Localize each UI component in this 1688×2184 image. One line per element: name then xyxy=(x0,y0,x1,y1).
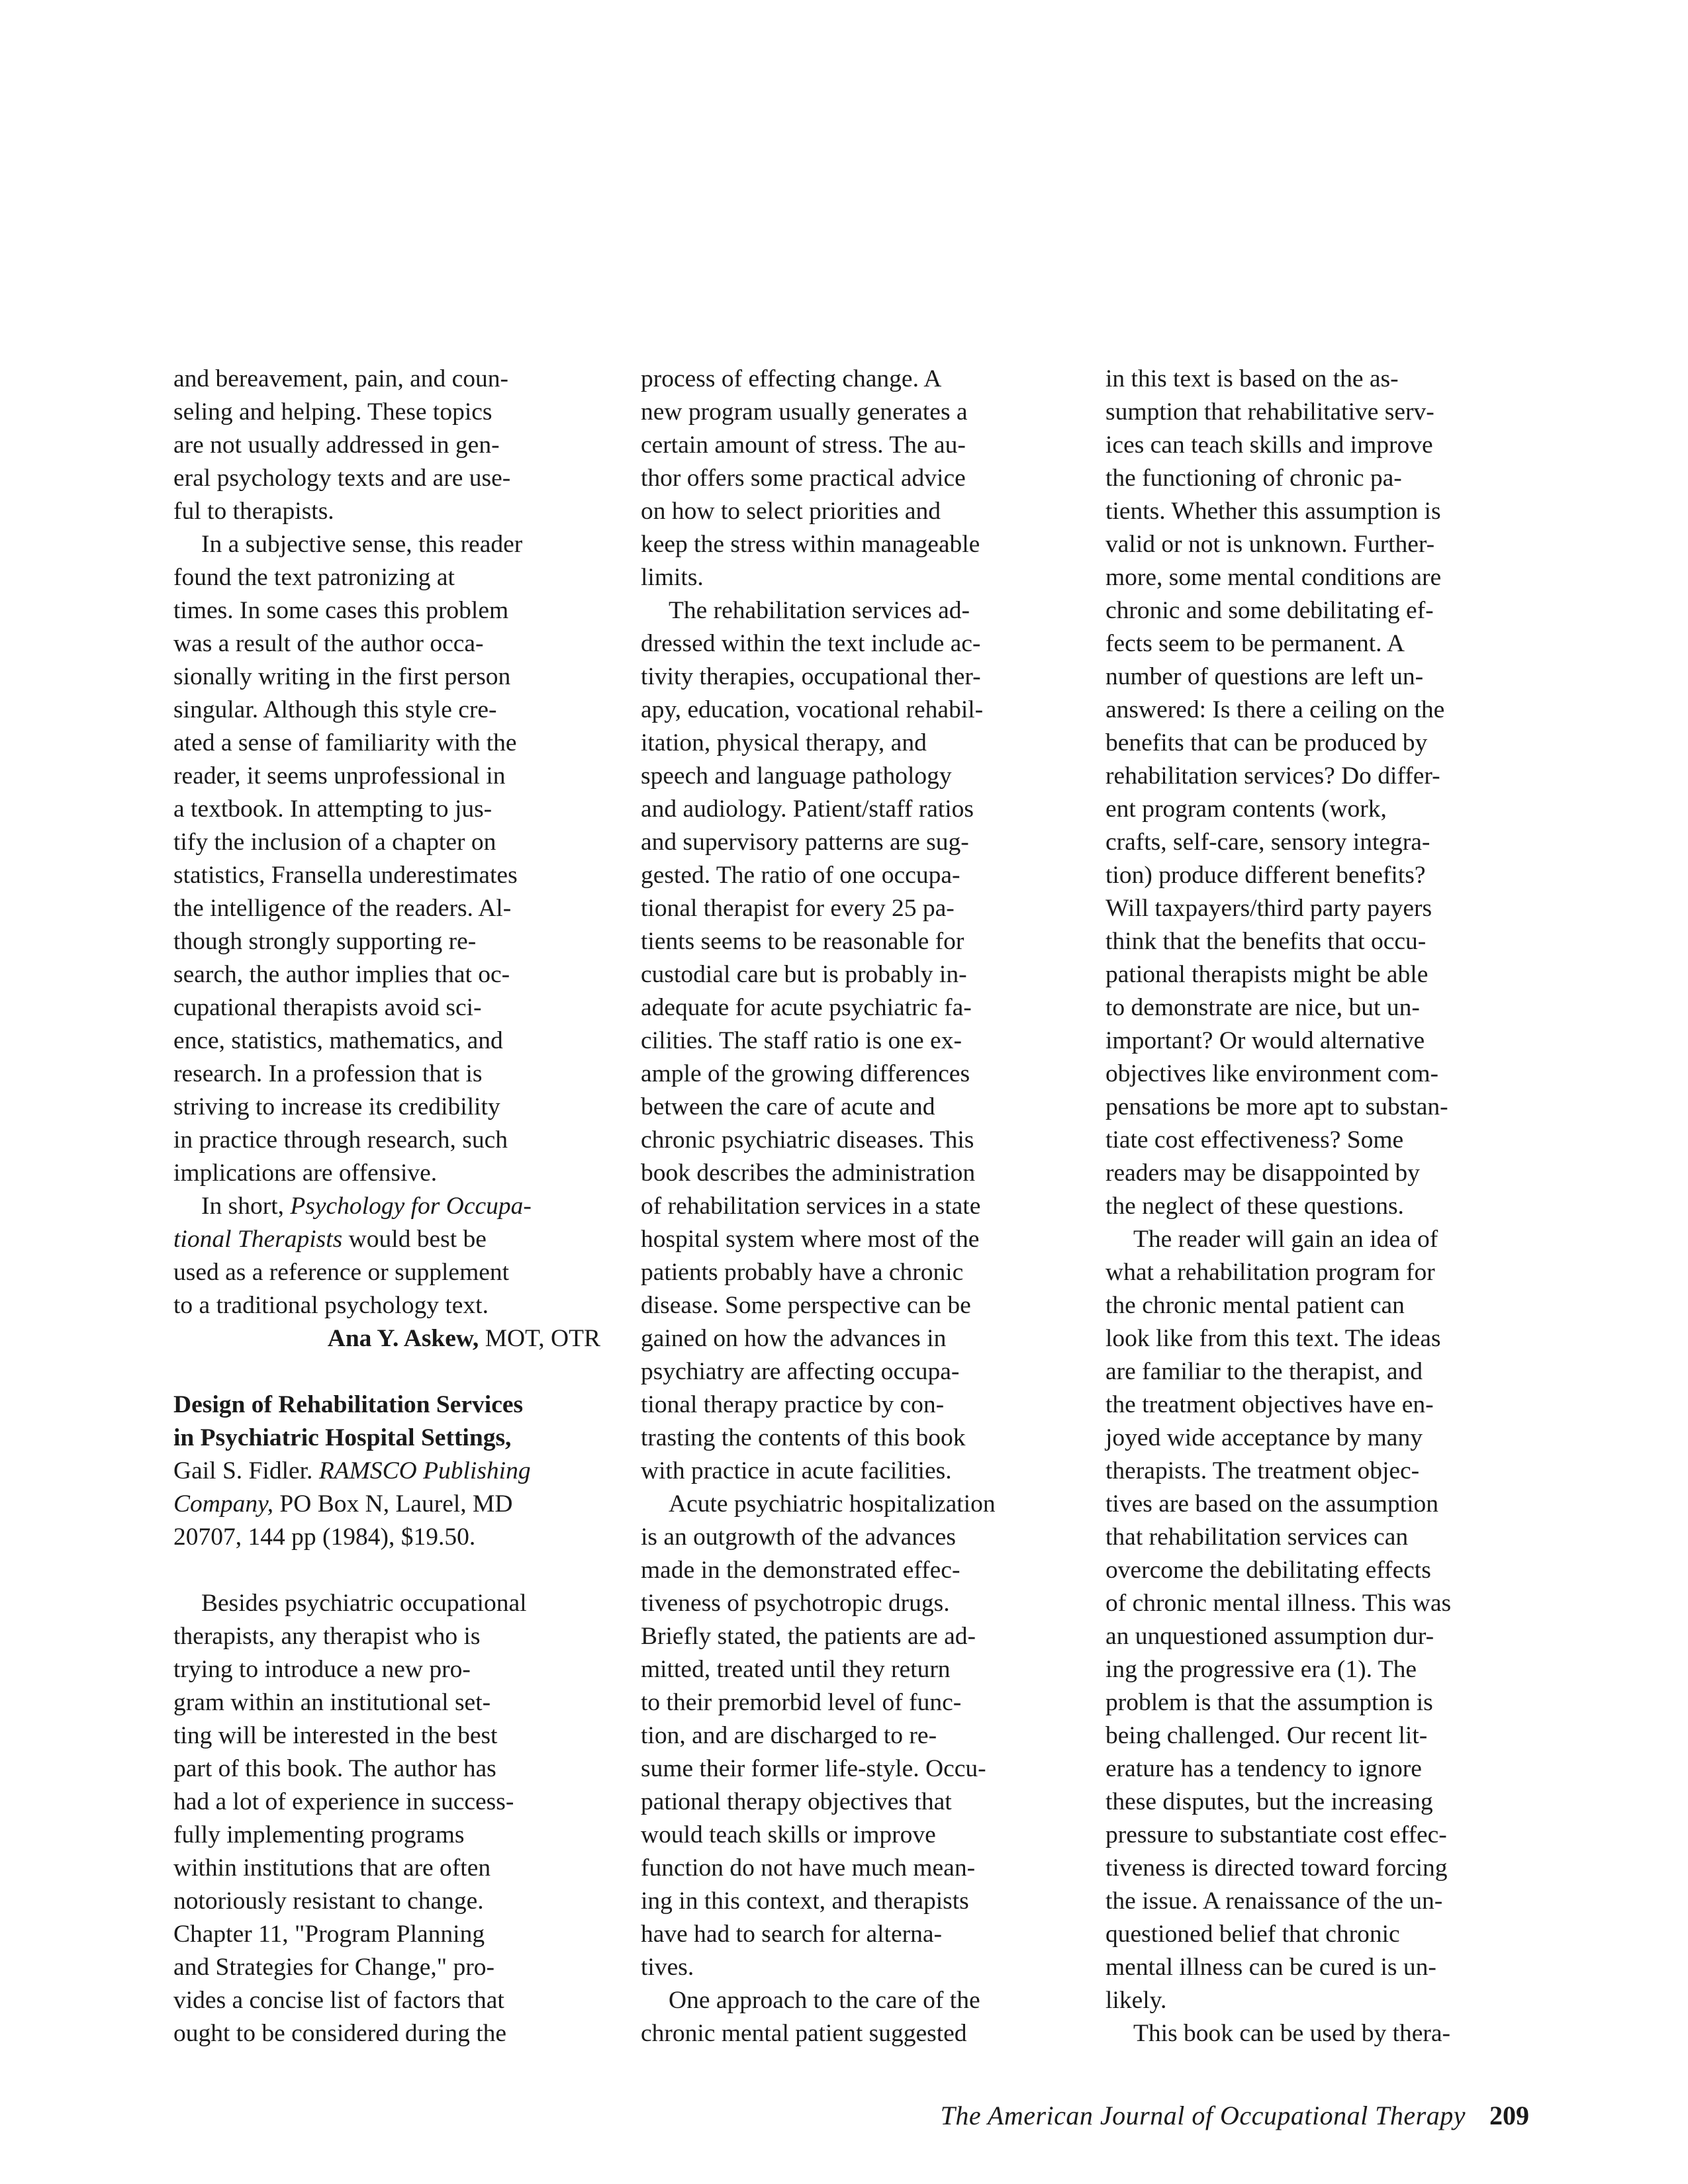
text-line: being challenged. Our recent lit- xyxy=(1105,1722,1428,1749)
text-line: readers may be disappointed by xyxy=(1105,1160,1420,1187)
text-line: the chronic mental patient can xyxy=(1105,1292,1405,1319)
text-line: research. In a profession that is xyxy=(173,1060,483,1087)
text-line: tives are based on the assumption xyxy=(1105,1490,1439,1518)
text-line: ful to therapists. xyxy=(173,498,334,525)
text-line: was a result of the author occa- xyxy=(173,630,484,657)
text-line: made in the demonstrated effec- xyxy=(641,1557,961,1584)
text-line: are not usually addressed in gen- xyxy=(173,432,500,459)
text-line: tiveness of psychotropic drugs. xyxy=(641,1590,950,1617)
text-line: the treatment objectives have en- xyxy=(1105,1391,1434,1418)
text-line: rehabilitation services? Do differ- xyxy=(1105,762,1440,790)
text-line: reader, it seems unprofessional in xyxy=(173,762,506,790)
text-line: questioned belief that chronic xyxy=(1105,1921,1400,1948)
book-author: Gail S. Fidler. xyxy=(173,1457,319,1484)
column-2 xyxy=(641,363,1068,2050)
reviewer-signature: Ana Y. Askew, MOT, OTR xyxy=(327,1325,600,1352)
text-line: within institutions that are often xyxy=(173,1854,491,1882)
text-line: pensations be more apt to substan- xyxy=(1105,1093,1448,1120)
text-line: and Strategies for Change," pro- xyxy=(173,1954,494,1981)
text-line: gram within an institutional set- xyxy=(173,1689,491,1716)
text-line: striving to increase its credibility xyxy=(173,1093,500,1120)
text-line: Will taxpayers/third party payers xyxy=(1105,895,1432,922)
text-line: are familiar to the therapist, and xyxy=(1105,1358,1423,1385)
text-line: and bereavement, pain, and coun- xyxy=(173,365,509,392)
text-line: erature has a tendency to ignore xyxy=(1105,1755,1422,1782)
text-line: statistics, Fransella underestimates xyxy=(173,862,518,889)
text-line: likely. xyxy=(1105,1987,1167,2014)
text-line: fects seem to be permanent. A xyxy=(1105,630,1405,657)
text-line: would teach skills or improve xyxy=(641,1821,936,1848)
text-line: gained on how the advances in xyxy=(641,1325,947,1352)
text-line: tiate cost effectiveness? Some xyxy=(1105,1126,1404,1154)
text-line: and supervisory patterns are sug- xyxy=(641,829,969,856)
text-line: apy, education, vocational rehabil- xyxy=(641,696,984,723)
text-line: found the text patronizing at xyxy=(173,564,455,591)
text-line: joyed wide acceptance by many xyxy=(1105,1424,1423,1451)
text-line: new program usually generates a xyxy=(641,398,968,426)
text-line: ought to be considered during the xyxy=(173,2020,507,2047)
text-line: seling and helping. These topics xyxy=(173,398,492,426)
text-line: function do not have much mean- xyxy=(641,1854,976,1882)
text-line: patients probably have a chronic xyxy=(641,1259,964,1286)
text-line: vides a concise list of factors that xyxy=(173,1987,504,2014)
text-line: to demonstrate are nice, but un- xyxy=(1105,994,1420,1021)
text-line: in practice through research, such xyxy=(173,1126,508,1154)
book-publisher: RAMSCO Publishing xyxy=(318,1457,531,1484)
text-line: dressed within the text include ac- xyxy=(641,630,981,657)
text-line: cilities. The staff ratio is one ex- xyxy=(641,1027,962,1054)
text-line: is an outgrowth of the advances xyxy=(641,1524,956,1551)
text-line: sumption that rehabilitative serv- xyxy=(1105,398,1434,426)
review-1-paragraph-1 xyxy=(173,363,600,528)
text-line: of rehabilitation services in a state xyxy=(641,1193,981,1220)
text-line: One approach to the care of the xyxy=(669,1987,980,2014)
text-line: ample of the growing differences xyxy=(641,1060,970,1087)
text-line: number of questions are left un- xyxy=(1105,663,1424,690)
text-line: more, some mental conditions are xyxy=(1105,564,1442,591)
column-1 xyxy=(173,363,600,2050)
text-line: certain amount of stress. The au- xyxy=(641,432,966,459)
text-line: trying to introduce a new pro- xyxy=(173,1656,471,1683)
text-line: ing the progressive era (1). The xyxy=(1105,1656,1417,1683)
text-line: speech and language pathology xyxy=(641,762,952,790)
page-number: 209 xyxy=(1489,2101,1529,2130)
text-line: the issue. A renaissance of the un- xyxy=(1105,1888,1443,1915)
text-line: objectives like environment com- xyxy=(1105,1060,1438,1087)
text-line: on how to select priorities and xyxy=(641,498,941,525)
text-line: keep the stress within manageable xyxy=(641,531,980,558)
text-line: the functioning of chronic pa- xyxy=(1105,465,1402,492)
review-2-paragraph-4-cont xyxy=(1105,363,1532,1223)
text-line: chronic psychiatric diseases. This xyxy=(641,1126,974,1154)
text-line: therapists, any therapist who is xyxy=(173,1623,481,1650)
text-line: pressure to substantiate cost effec- xyxy=(1105,1821,1447,1848)
review-2-paragraph-2 xyxy=(641,594,1068,1488)
text-line: hospital system where most of the xyxy=(641,1226,980,1253)
text-line: in this text is based on the as- xyxy=(1105,365,1399,392)
text-line: benefits that can be produced by xyxy=(1105,729,1428,756)
text-line: the intelligence of the readers. Al- xyxy=(173,895,512,922)
text-line: implications are offensive. xyxy=(173,1160,438,1187)
text-line: have had to search for alterna- xyxy=(641,1921,942,1948)
text-line: chronic mental patient suggested xyxy=(641,2020,967,2047)
text-line: tiveness is directed toward forcing xyxy=(1105,1854,1448,1882)
text-line: trasting the contents of this book xyxy=(641,1424,966,1451)
text-line: tional therapy practice by con- xyxy=(641,1391,945,1418)
text-line: with practice in acute facilities. xyxy=(641,1457,952,1484)
text-line: problem is that the assumption is xyxy=(1105,1689,1433,1716)
text-line: that rehabilitation services can xyxy=(1105,1524,1409,1551)
book-details: 20707, 144 pp (1984), $19.50. xyxy=(173,1524,476,1551)
text-line: pational therapists might be able xyxy=(1105,961,1429,988)
text-line: tional therapist for every 25 pa- xyxy=(641,895,955,922)
text-line: part of this book. The author has xyxy=(173,1755,496,1782)
text-line: to their premorbid level of func- xyxy=(641,1689,962,1716)
text-line: process of effecting change. A xyxy=(641,365,942,392)
text-line: answered: Is there a ceiling on the xyxy=(1105,696,1445,723)
review-2-paragraph-5 xyxy=(1105,1223,1532,2017)
text-line: ent program contents (work, xyxy=(1105,796,1387,823)
book-title-italic: tional Therapists xyxy=(173,1226,343,1253)
text-line: The rehabilitation services ad- xyxy=(669,597,970,624)
text-line: tivity therapies, occupational ther- xyxy=(641,663,981,690)
review-1-paragraph-2 xyxy=(173,528,600,1190)
book-title: in Psychiatric Hospital Settings, xyxy=(173,1424,512,1451)
text-line: custodial care but is probably in- xyxy=(641,961,967,988)
text-line: tives. xyxy=(641,1954,694,1981)
text-line: eral psychology texts and are use- xyxy=(173,465,511,492)
text-line: disease. Some perspective can be xyxy=(641,1292,971,1319)
text-line: these disputes, but the increasing xyxy=(1105,1788,1433,1815)
text-line: ence, statistics, mathematics, and xyxy=(173,1027,503,1054)
text-line: tion, and are discharged to re- xyxy=(641,1722,937,1749)
text-line: tients. Whether this assumption is xyxy=(1105,498,1441,525)
book-title: Design of Rehabilitation Services xyxy=(173,1391,524,1418)
text-line: psychiatry are affecting occupa- xyxy=(641,1358,960,1385)
text-line: the neglect of these questions. xyxy=(1105,1193,1404,1220)
text-line: tify the inclusion of a chapter on xyxy=(173,829,496,856)
text-line: cupational therapists avoid sci- xyxy=(173,994,482,1021)
text-line: fully implementing programs xyxy=(173,1821,465,1848)
text-line: singular. Although this style cre- xyxy=(173,696,497,723)
text-line: tion) produce different benefits? xyxy=(1105,862,1426,889)
text-line: adequate for acute psychiatric fa- xyxy=(641,994,972,1021)
text-line: limits. xyxy=(641,564,704,591)
text-line: and audiology. Patient/staff ratios xyxy=(641,796,974,823)
text-line: a textbook. In attempting to jus- xyxy=(173,796,492,823)
text-line: mitted, treated until they return xyxy=(641,1656,951,1683)
text-line: had a lot of experience in success- xyxy=(173,1788,514,1815)
text-line: what a rehabilitation program for xyxy=(1105,1259,1435,1286)
review-2-paragraph-4 xyxy=(641,1984,1068,2050)
review-2-paragraph-1-cont xyxy=(641,363,1068,594)
text-line: mental illness can be cured is un- xyxy=(1105,1954,1436,1981)
text-line: to a traditional psychology text. xyxy=(173,1292,489,1319)
text-line: Besides psychiatric occupational xyxy=(201,1590,527,1617)
text-line: ated a sense of familiarity with the xyxy=(173,729,517,756)
review-2-paragraph-6 xyxy=(1105,2017,1532,2050)
text-line: Acute psychiatric hospitalization xyxy=(669,1490,996,1518)
text-line: therapists. The treatment objec- xyxy=(1105,1457,1420,1484)
text-line: crafts, self-care, sensory integra- xyxy=(1105,829,1430,856)
text-line: valid or not is unknown. Further- xyxy=(1105,531,1435,558)
text-line: sume their former life-style. Occu- xyxy=(641,1755,986,1782)
text-line: itation, physical therapy, and xyxy=(641,729,927,756)
book-publisher: Company, xyxy=(173,1490,274,1518)
text-line: overcome the debilitating effects xyxy=(1105,1557,1431,1584)
text-line: think that the benefits that occu- xyxy=(1105,928,1427,955)
text-line: of chronic mental illness. This was xyxy=(1105,1590,1452,1617)
text-line: used as a reference or supplement xyxy=(173,1259,510,1286)
text-line: times. In some cases this problem xyxy=(173,597,509,624)
text-line: ting will be interested in the best xyxy=(173,1722,498,1749)
journal-title: The American Journal of Occupational Therapy xyxy=(940,2101,1466,2130)
text-line: though strongly supporting re- xyxy=(173,928,477,955)
text-line: chronic and some debilitating ef- xyxy=(1105,597,1434,624)
text-line: ices can teach skills and improve xyxy=(1105,432,1433,459)
text-line: look like from this text. The ideas xyxy=(1105,1325,1441,1352)
text-line: Chapter 11, "Program Planning xyxy=(173,1921,485,1948)
text-line: In a subjective sense, this reader xyxy=(201,531,523,558)
text-line: tients seems to be reasonable for xyxy=(641,928,964,955)
review-2-paragraph-3 xyxy=(641,1488,1068,1984)
text-line: This book can be used by thera- xyxy=(1133,2020,1451,2047)
review-2-paragraph-1 xyxy=(173,1587,600,2050)
column-3 xyxy=(1105,363,1532,2050)
book-title-italic: Psychology for Occupa- xyxy=(290,1193,532,1220)
text-line: pational therapy objectives that xyxy=(641,1788,952,1815)
book-citation: Design of Rehabilitation Services in Psychiatric Hospital Settings, Gail S. Fidler. RAMSCO Publishing Company, PO Box N, Laurel, MD 20707, 144 pp (1984), $19.50. xyxy=(173,1388,600,1554)
text-line: gested. The ratio of one occupa- xyxy=(641,862,961,889)
text-line: book describes the administration xyxy=(641,1160,976,1187)
text-line: important? Or would alternative xyxy=(1105,1027,1425,1054)
text-line: thor offers some practical advice xyxy=(641,465,966,492)
review-1-paragraph-3: In short, Psychology for Occupa- tional Therapists would best be used as a reference or supplement to a traditional psychology text. xyxy=(173,1190,600,1322)
page-footer xyxy=(861,2099,1529,2132)
text-line: notoriously resistant to change. xyxy=(173,1888,484,1915)
text-line: ing in this context, and therapists xyxy=(641,1888,969,1915)
text-line: Briefly stated, the patients are ad- xyxy=(641,1623,976,1650)
text-line: between the care of acute and xyxy=(641,1093,935,1120)
text-line: search, the author implies that oc- xyxy=(173,961,510,988)
text-line: an unquestioned assumption dur- xyxy=(1105,1623,1434,1650)
text-line: sionally writing in the first person xyxy=(173,663,511,690)
text-line: The reader will gain an idea of xyxy=(1133,1226,1438,1253)
